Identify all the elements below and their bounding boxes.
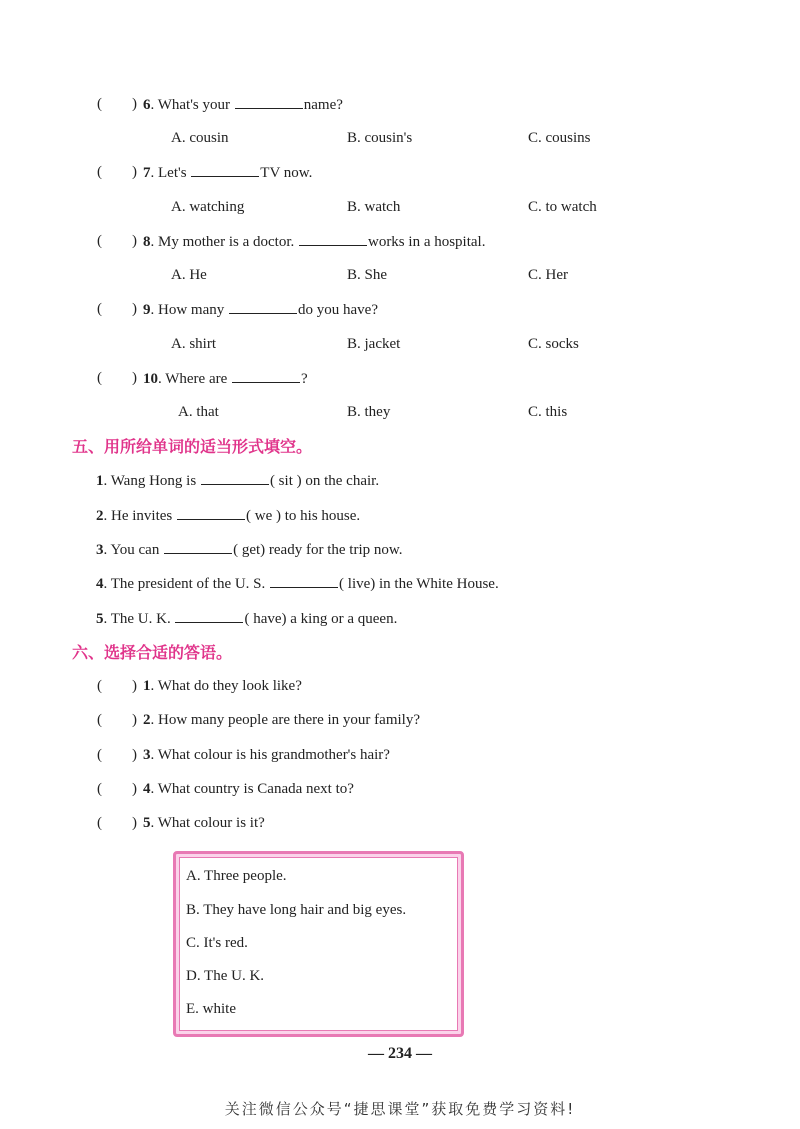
fill-item-2: 2. He invites ( we ) to his house. bbox=[96, 505, 360, 526]
fill-item-3: 3. You can ( get) ready for the trip now. bbox=[96, 539, 402, 560]
option-a[interactable]: A. cousin bbox=[171, 130, 229, 146]
option-a[interactable]: A. shirt bbox=[171, 336, 216, 352]
option-c[interactable]: C. socks bbox=[528, 336, 579, 352]
answer-blank[interactable] bbox=[299, 231, 367, 246]
fill-item-5: 5. The U. K. ( have) a king or a queen. bbox=[96, 608, 397, 629]
answer-option-e: E. white bbox=[186, 1001, 236, 1017]
fill-item-1: 1. Wang Hong is ( sit ) on the chair. bbox=[96, 470, 379, 491]
answer-blank[interactable] bbox=[270, 573, 338, 588]
match-question-2: 2. How many people are there in your family? bbox=[143, 712, 420, 728]
answer-blank[interactable] bbox=[232, 368, 300, 383]
option-a[interactable]: A. watching bbox=[171, 199, 245, 215]
fill-item-4: 4. The president of the U. S. ( live) in the White House. bbox=[96, 573, 499, 594]
answer-blank[interactable] bbox=[229, 299, 297, 314]
answer-option-b: B. They have long hair and big eyes. bbox=[186, 902, 407, 918]
answer-paren[interactable]: ( ) bbox=[97, 747, 137, 763]
match-question-5: 5. What colour is it? bbox=[143, 815, 265, 831]
section-title-part6: 六、选择合适的答语。 bbox=[72, 643, 233, 662]
question-text: 10. Where are ? bbox=[143, 368, 308, 389]
option-c[interactable]: C. cousins bbox=[528, 130, 591, 146]
answer-paren[interactable]: ( ) bbox=[97, 96, 137, 112]
question-text: 7. Let's TV now. bbox=[143, 162, 312, 183]
option-c[interactable]: C. to watch bbox=[528, 199, 597, 215]
answer-option-a: A. Three people. bbox=[186, 868, 287, 884]
option-a[interactable]: A. that bbox=[178, 404, 219, 420]
option-b[interactable]: B. jacket bbox=[347, 336, 401, 352]
answer-blank[interactable] bbox=[201, 470, 269, 485]
answer-option-c: C. It's red. bbox=[186, 935, 248, 951]
answer-paren[interactable]: ( ) bbox=[97, 781, 137, 797]
answer-paren[interactable]: ( ) bbox=[97, 712, 137, 728]
answer-blank[interactable] bbox=[235, 94, 303, 109]
answer-paren[interactable]: ( ) bbox=[97, 164, 137, 180]
answer-paren[interactable]: ( ) bbox=[97, 678, 137, 694]
match-question-3: 3. What colour is his grandmother's hair? bbox=[143, 747, 390, 763]
match-question-4: 4. What country is Canada next to? bbox=[143, 781, 354, 797]
option-a[interactable]: A. He bbox=[171, 267, 207, 283]
question-text: 8. My mother is a doctor. works in a hospital. bbox=[143, 231, 485, 252]
footer-note: 关注微信公众号“捷思课堂”获取免费学习资料! bbox=[224, 1100, 576, 1118]
question-text: 6. What's your name? bbox=[143, 94, 343, 115]
answer-blank[interactable] bbox=[164, 539, 232, 554]
option-b[interactable]: B. cousin's bbox=[347, 130, 413, 146]
option-c[interactable]: C. this bbox=[528, 404, 568, 420]
option-b[interactable]: B. She bbox=[347, 267, 388, 283]
answer-paren[interactable]: ( ) bbox=[97, 815, 137, 831]
option-b[interactable]: B. they bbox=[347, 404, 391, 420]
answer-blank[interactable] bbox=[175, 608, 243, 623]
option-b[interactable]: B. watch bbox=[347, 199, 401, 215]
answer-blank[interactable] bbox=[191, 162, 259, 177]
option-c[interactable]: C. Her bbox=[528, 267, 568, 283]
match-question-1: 1. What do they look like? bbox=[143, 678, 302, 694]
page-number: — 234 — bbox=[368, 1045, 432, 1062]
answer-paren[interactable]: ( ) bbox=[97, 301, 137, 317]
answer-blank[interactable] bbox=[177, 505, 245, 520]
answer-option-d: D. The U. K. bbox=[186, 968, 265, 984]
question-text: 9. How many do you have? bbox=[143, 299, 378, 320]
answer-paren[interactable]: ( ) bbox=[97, 370, 137, 386]
answer-paren[interactable]: ( ) bbox=[97, 233, 137, 249]
section-title-part5: 五、用所给单词的适当形式填空。 bbox=[72, 437, 313, 456]
